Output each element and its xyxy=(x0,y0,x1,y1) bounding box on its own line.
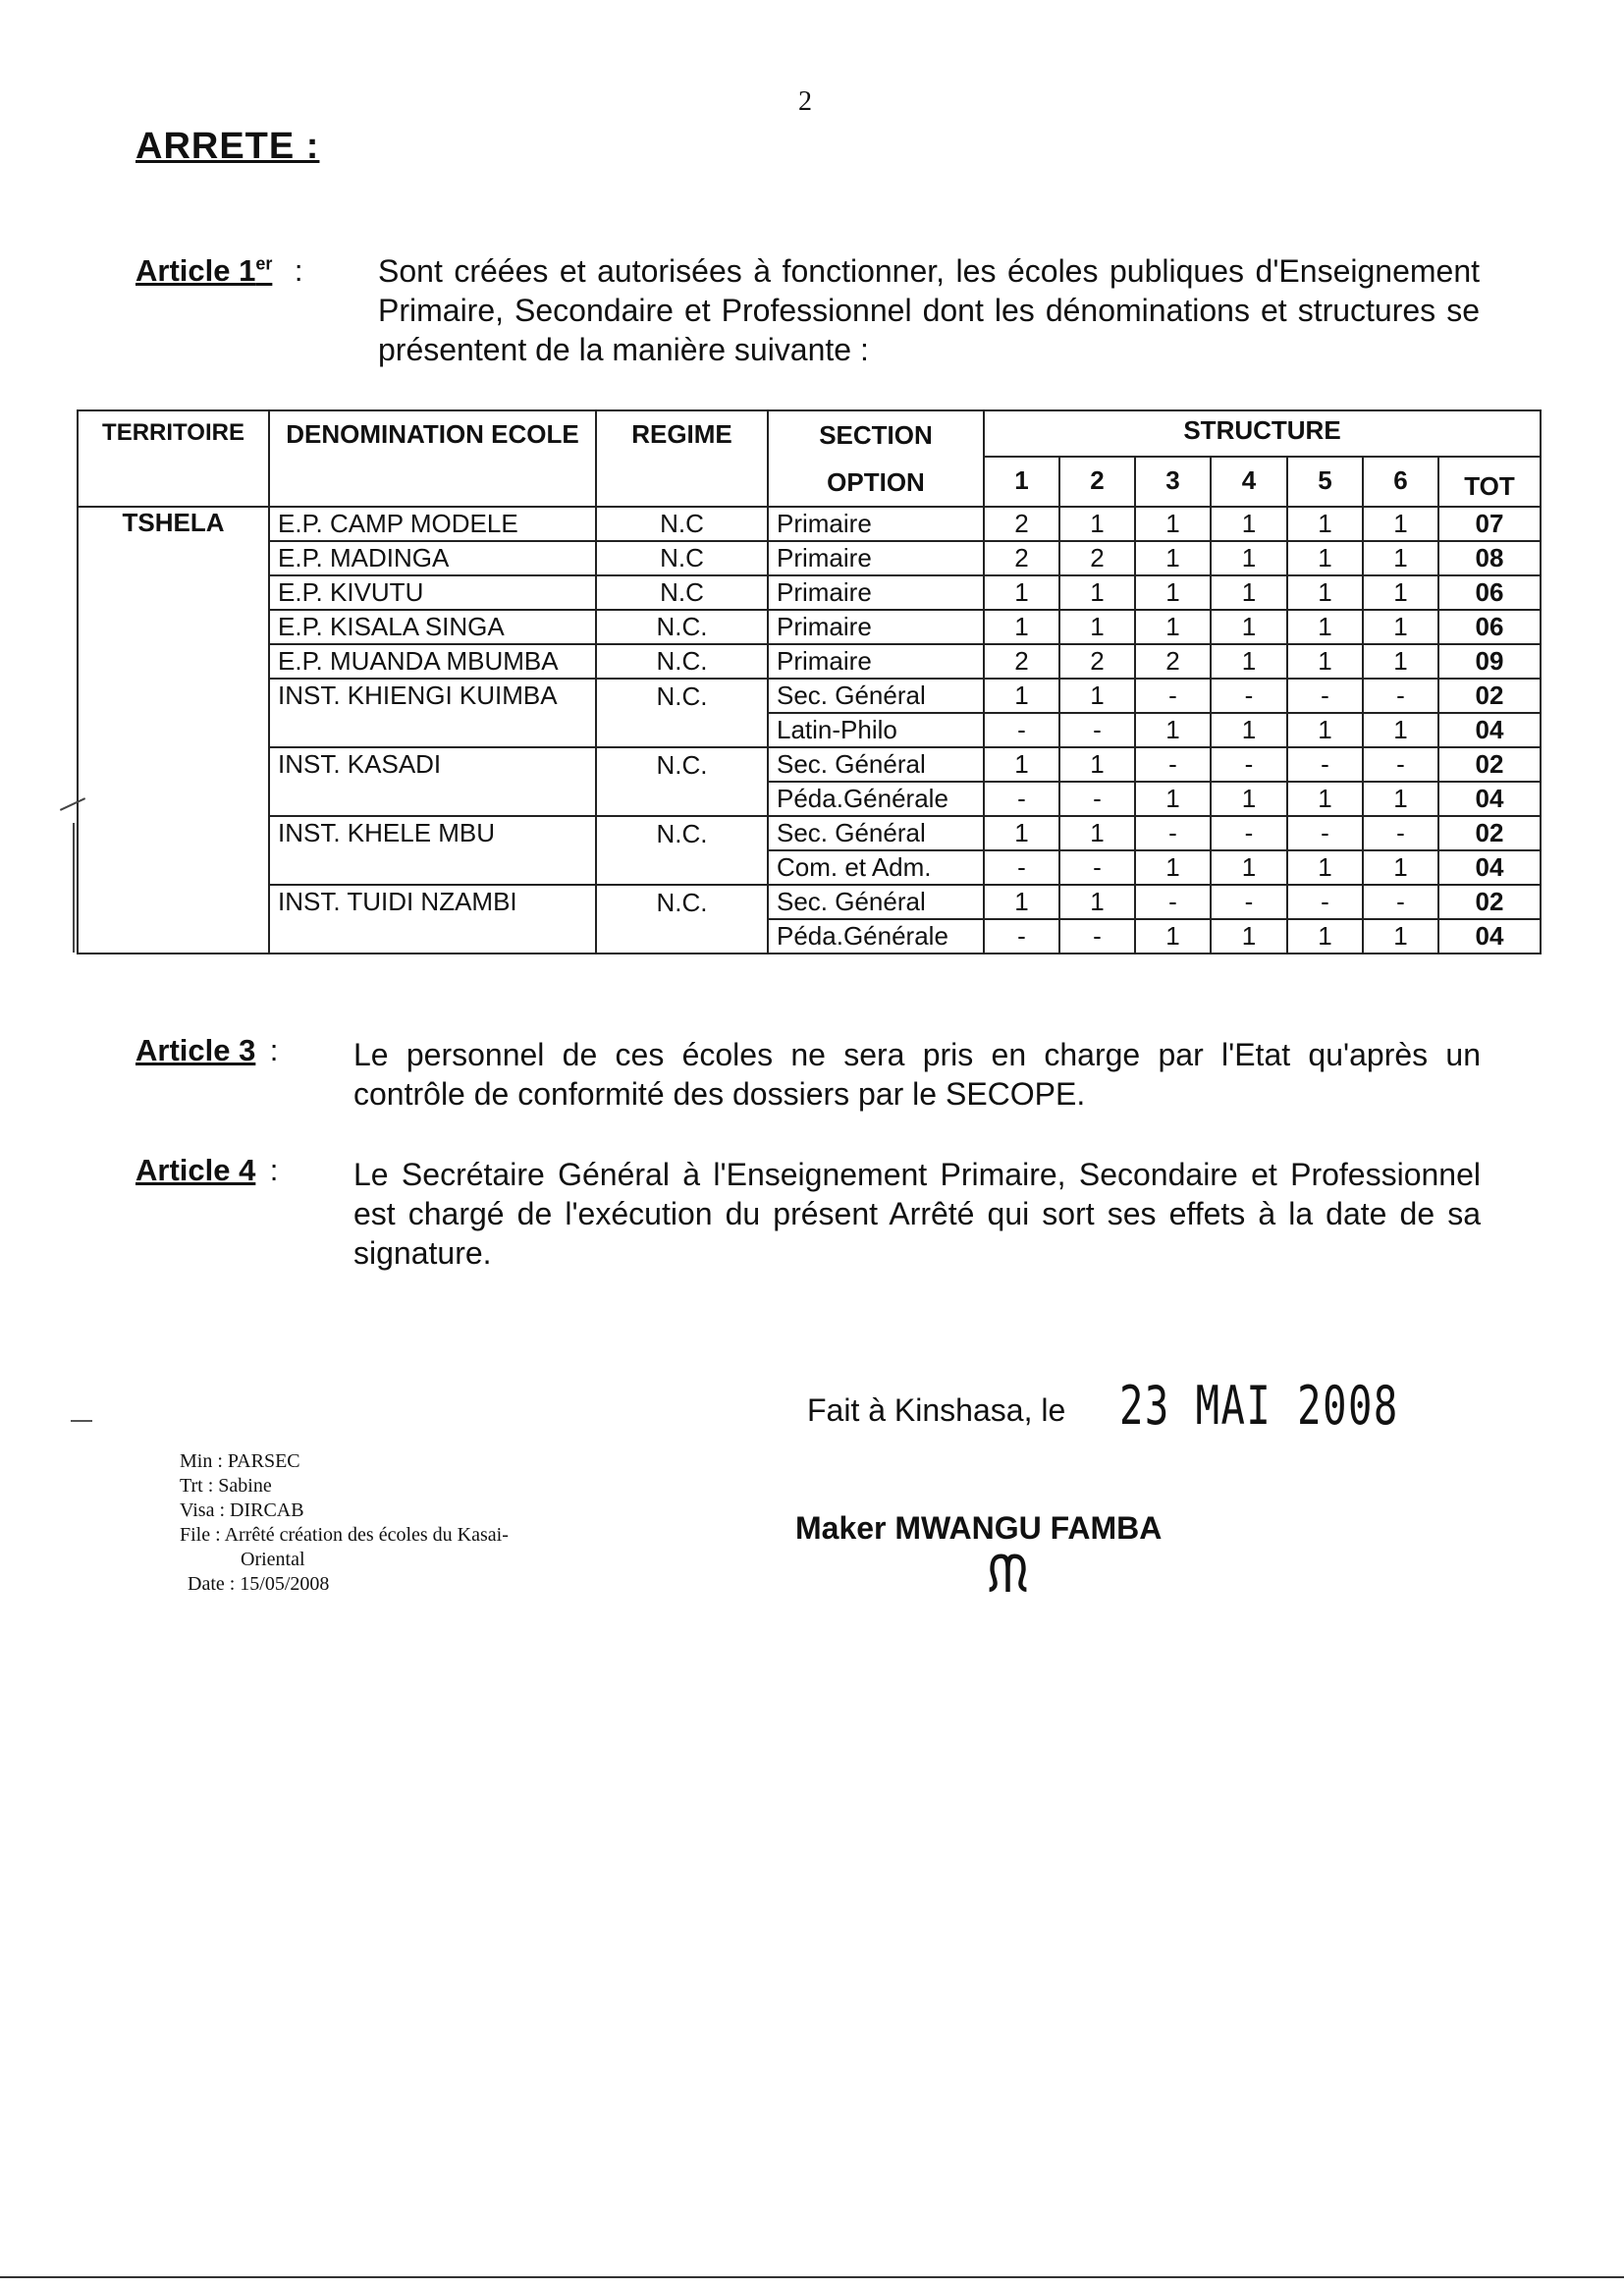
header-level-2: 2 xyxy=(1059,457,1135,507)
structure-cell: - xyxy=(1287,679,1363,713)
structure-cell: 1 xyxy=(1363,713,1438,747)
school-name: E.P. MUANDA MBUMBA xyxy=(269,644,596,679)
structure-cell: 1 xyxy=(1211,850,1287,885)
header-level-4: 4 xyxy=(1211,457,1287,507)
bottom-rule xyxy=(0,2276,1624,2278)
structure-cell: 1 xyxy=(1135,850,1211,885)
structure-cell: 1 xyxy=(1059,575,1135,610)
section-cell: Primaire xyxy=(768,575,984,610)
section-cell: Latin-Philo xyxy=(768,713,984,747)
table-row xyxy=(78,541,1541,575)
section-cell: Sec. Général xyxy=(768,885,984,919)
header-level-5: 5 xyxy=(1287,457,1363,507)
structure-cell: - xyxy=(1059,713,1135,747)
school-name: INST. KHELE MBU xyxy=(269,816,596,885)
structure-cell: - xyxy=(1287,885,1363,919)
minister-name: Maker MWANGU FAMBA xyxy=(795,1510,1163,1546)
structure-cell: - xyxy=(1059,850,1135,885)
structure-cell: - xyxy=(1363,816,1438,850)
article-4-text: Le Secrétaire Général à l'Enseignement Primaire, Secondaire et Professionnel est chargé de l'exécution du présent Arrêté qui sort ses effets à la date de sa signature. xyxy=(353,1157,1481,1271)
structure-cell: 1 xyxy=(1135,575,1211,610)
structure-cell: 1 xyxy=(1363,782,1438,816)
table-row xyxy=(78,610,1541,644)
header-territoire: TERRITOIRE xyxy=(78,410,269,507)
school-name: E.P. KIVUTU xyxy=(269,575,596,610)
structure-cell: 1 xyxy=(1059,885,1135,919)
structure-cell: 2 xyxy=(1059,541,1135,575)
article-1-colon: : xyxy=(294,253,303,288)
structure-cell: 1 xyxy=(984,885,1059,919)
section-cell: Sec. Général xyxy=(768,747,984,782)
regime-cell: N.C. xyxy=(596,747,768,816)
structure-cell: - xyxy=(1135,816,1211,850)
structure-cell: 1 xyxy=(1059,507,1135,541)
section-cell: Sec. Général xyxy=(768,679,984,713)
structure-cell: - xyxy=(984,850,1059,885)
school-name: INST. KASADI xyxy=(269,747,596,816)
regime-cell: N.C. xyxy=(596,816,768,885)
structure-cell: 1 xyxy=(1287,644,1363,679)
structure-cell: - xyxy=(1211,816,1287,850)
header-level-1: 1 xyxy=(984,457,1059,507)
structure-cell: 1 xyxy=(1135,507,1211,541)
table-row xyxy=(78,644,1541,679)
structure-cell: - xyxy=(1211,885,1287,919)
structure-cell: - xyxy=(1287,747,1363,782)
tot-cell: 02 xyxy=(1438,816,1541,850)
header-structure: STRUCTURE xyxy=(984,410,1541,457)
meta-block xyxy=(180,1449,509,1597)
structure-cell: 1 xyxy=(1211,610,1287,644)
date-stamp: 23 MAI 2008 xyxy=(1119,1375,1399,1437)
structure-cell: 1 xyxy=(1287,541,1363,575)
meta-file: File : Arrêté création des écoles du Kasai- xyxy=(180,1524,509,1546)
structure-cell: 1 xyxy=(984,679,1059,713)
section-cell: Péda.Générale xyxy=(768,782,984,816)
regime-cell: N.C. xyxy=(596,610,768,644)
structure-cell: 1 xyxy=(1287,919,1363,954)
article-4-label-wrap xyxy=(135,1153,278,1188)
structure-cell: - xyxy=(1135,679,1211,713)
tot-cell: 08 xyxy=(1438,541,1541,575)
article-3-label: Article 3 xyxy=(135,1033,256,1067)
structure-cell: 1 xyxy=(1135,610,1211,644)
handwritten-initials: ᙏ xyxy=(987,1546,1030,1605)
structure-cell: 1 xyxy=(984,610,1059,644)
structure-cell: - xyxy=(984,713,1059,747)
structure-cell: - xyxy=(1135,747,1211,782)
regime-cell: N.C. xyxy=(596,679,768,747)
tot-cell: 04 xyxy=(1438,782,1541,816)
structure-cell: 1 xyxy=(1135,541,1211,575)
structure-cell: 2 xyxy=(1059,644,1135,679)
header-option: OPTION xyxy=(827,467,925,497)
table-header xyxy=(78,410,1541,507)
header-tot: TOT xyxy=(1438,457,1541,507)
table-row xyxy=(78,679,1541,713)
structure-cell: 1 xyxy=(1059,679,1135,713)
structure-cell: 1 xyxy=(984,816,1059,850)
structure-cell: 1 xyxy=(1059,610,1135,644)
structure-cell: 1 xyxy=(1287,610,1363,644)
structure-cell: - xyxy=(984,919,1059,954)
tot-cell: 04 xyxy=(1438,850,1541,885)
structure-cell: - xyxy=(1135,885,1211,919)
header-section-option xyxy=(768,410,984,507)
section-cell: Primaire xyxy=(768,644,984,679)
section-cell: Primaire xyxy=(768,541,984,575)
regime-cell: N.C xyxy=(596,575,768,610)
table-row xyxy=(78,507,1541,541)
territory-cell: TSHELA xyxy=(78,507,269,954)
tot-cell: 04 xyxy=(1438,713,1541,747)
tot-cell: 04 xyxy=(1438,919,1541,954)
structure-cell: - xyxy=(1363,747,1438,782)
structure-cell: - xyxy=(984,782,1059,816)
header-denomination: DENOMINATION ECOLE xyxy=(269,410,596,507)
school-name: E.P. CAMP MODELE xyxy=(269,507,596,541)
tot-cell: 09 xyxy=(1438,644,1541,679)
section-cell: Primaire xyxy=(768,507,984,541)
article-3-label-wrap xyxy=(135,1033,278,1068)
section-cell: Sec. Général xyxy=(768,816,984,850)
article-4-colon: : xyxy=(269,1153,279,1187)
structure-cell: 1 xyxy=(1059,747,1135,782)
table-row xyxy=(78,816,1541,850)
structure-cell: 1 xyxy=(1287,713,1363,747)
structure-cell: 1 xyxy=(1363,850,1438,885)
structure-cell: 1 xyxy=(1363,541,1438,575)
article-1-label-wrap xyxy=(135,253,302,289)
article-1-text: Sont créées et autorisées à fonctionner, les écoles publiques d'Enseignement Primaire, Secondaire et Professionnel dont les dénominations et structures se présentent de la manière suivante : xyxy=(378,253,1480,367)
structure-cell: 1 xyxy=(1211,919,1287,954)
structure-cell: - xyxy=(1211,679,1287,713)
structure-cell: 1 xyxy=(1363,644,1438,679)
structure-cell: 1 xyxy=(1363,610,1438,644)
regime-cell: N.C xyxy=(596,507,768,541)
school-name: INST. KHIENGI KUIMBA xyxy=(269,679,596,747)
document-heading: ARRETE : xyxy=(135,126,320,167)
structure-cell: 1 xyxy=(1059,816,1135,850)
structure-cell: - xyxy=(1059,782,1135,816)
tot-cell: 06 xyxy=(1438,575,1541,610)
structure-cell: 2 xyxy=(984,541,1059,575)
structure-cell: 1 xyxy=(1211,644,1287,679)
structure-cell: 1 xyxy=(1287,782,1363,816)
structure-cell: 1 xyxy=(1363,919,1438,954)
structure-cell: 1 xyxy=(1211,507,1287,541)
table-row xyxy=(78,885,1541,919)
meta-min: Min : PARSEC xyxy=(180,1450,300,1472)
section-cell: Com. et Adm. xyxy=(768,850,984,885)
regime-cell: N.C. xyxy=(596,644,768,679)
school-name: E.P. MADINGA xyxy=(269,541,596,575)
schools-table xyxy=(77,409,1542,954)
page-number: 2 xyxy=(798,86,812,117)
header-regime: REGIME xyxy=(596,410,768,507)
meta-date: Date : 15/05/2008 xyxy=(188,1573,330,1595)
tot-cell: 02 xyxy=(1438,885,1541,919)
structure-cell: - xyxy=(1287,816,1363,850)
structure-cell: 2 xyxy=(984,644,1059,679)
structure-cell: 2 xyxy=(1135,644,1211,679)
structure-cell: 1 xyxy=(984,747,1059,782)
structure-cell: 2 xyxy=(984,507,1059,541)
structure-cell: 1 xyxy=(1211,541,1287,575)
margin-rule xyxy=(73,823,75,953)
structure-cell: 1 xyxy=(1135,713,1211,747)
header-level-6: 6 xyxy=(1363,457,1438,507)
article-1-label: Article 1er xyxy=(135,253,273,288)
meta-file-cont: Oriental xyxy=(241,1549,305,1570)
structure-cell: 1 xyxy=(1363,507,1438,541)
structure-cell: 1 xyxy=(1211,782,1287,816)
section-cell: Péda.Générale xyxy=(768,919,984,954)
header-level-3: 3 xyxy=(1135,457,1211,507)
structure-cell: 1 xyxy=(1287,575,1363,610)
article-4-label: Article 4 xyxy=(135,1153,256,1187)
school-name: E.P. KISALA SINGA xyxy=(269,610,596,644)
structure-cell: 1 xyxy=(1287,850,1363,885)
header-section: SECTION xyxy=(819,420,933,450)
structure-cell: - xyxy=(1211,747,1287,782)
article-3-text: Le personnel de ces écoles ne sera pris en charge par l'Etat qu'après un contrôle de conformité des dossiers par le SECOPE. xyxy=(353,1037,1481,1112)
tot-cell: 07 xyxy=(1438,507,1541,541)
tot-cell: 06 xyxy=(1438,610,1541,644)
table-row xyxy=(78,747,1541,782)
structure-cell: - xyxy=(1363,885,1438,919)
table-row xyxy=(78,575,1541,610)
structure-cell: - xyxy=(1059,919,1135,954)
structure-cell: - xyxy=(1363,679,1438,713)
regime-cell: N.C. xyxy=(596,885,768,954)
article-3-colon: : xyxy=(269,1033,279,1067)
structure-cell: 1 xyxy=(1211,575,1287,610)
signature-place: Fait à Kinshasa, le xyxy=(807,1392,1066,1428)
margin-mark-2 xyxy=(71,1420,92,1422)
school-name: INST. TUIDI NZAMBI xyxy=(269,885,596,954)
regime-cell: N.C xyxy=(596,541,768,575)
structure-cell: 1 xyxy=(1211,713,1287,747)
meta-trt: Trt : Sabine xyxy=(180,1475,272,1497)
structure-cell: 1 xyxy=(1135,919,1211,954)
structure-cell: 1 xyxy=(1363,575,1438,610)
tot-cell: 02 xyxy=(1438,747,1541,782)
structure-cell: 1 xyxy=(1135,782,1211,816)
structure-cell: 1 xyxy=(984,575,1059,610)
section-cell: Primaire xyxy=(768,610,984,644)
table-body xyxy=(78,507,1541,954)
structure-cell: 1 xyxy=(1287,507,1363,541)
tot-cell: 02 xyxy=(1438,679,1541,713)
meta-visa: Visa : DIRCAB xyxy=(180,1499,304,1521)
